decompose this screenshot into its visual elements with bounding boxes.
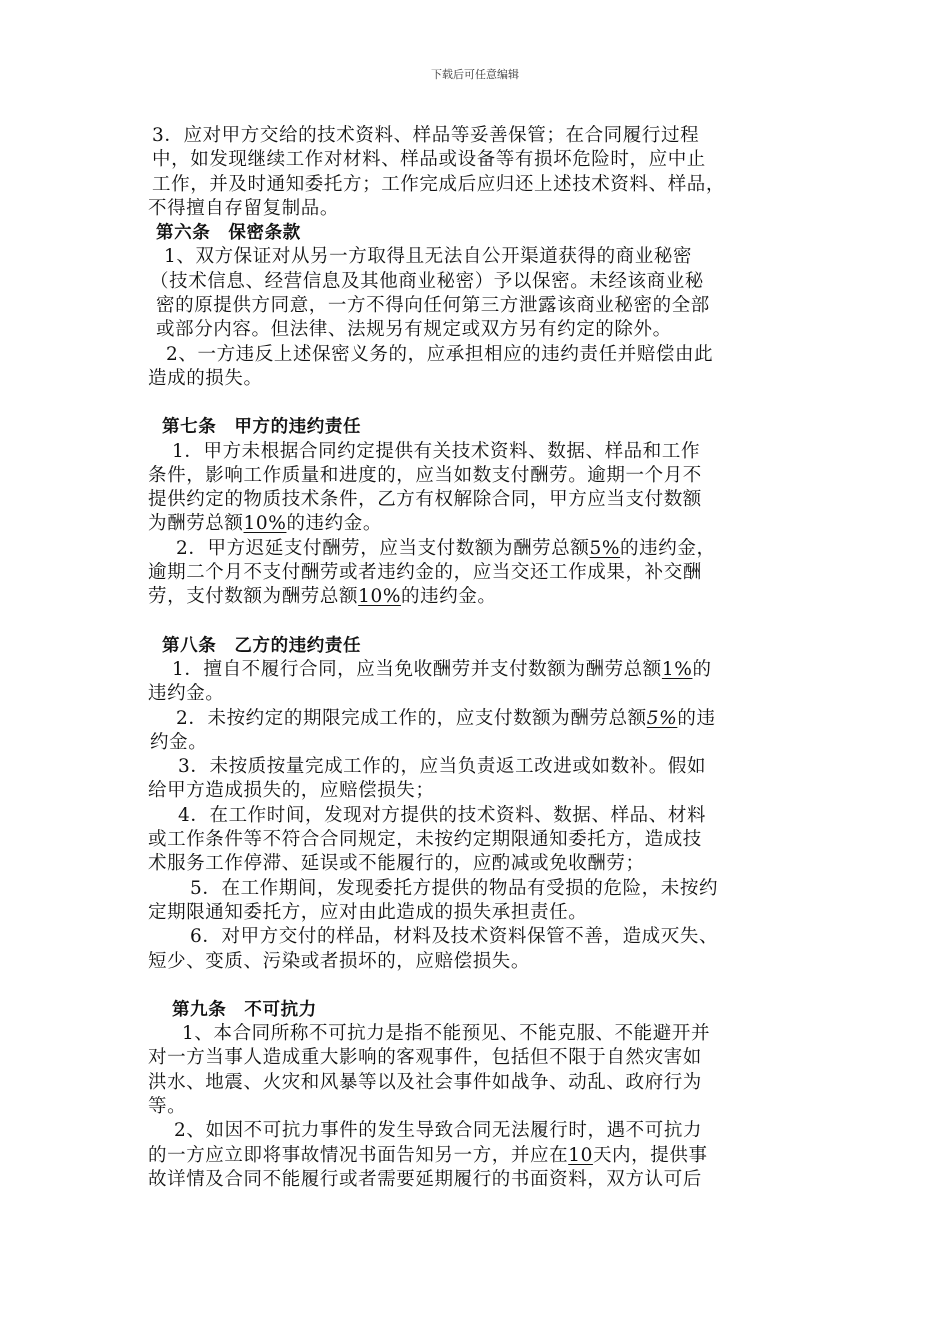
- paragraph-line: 1．甲方未根据合同约定提供有关技术资料、数据、样品和工作: [172, 440, 701, 462]
- paragraph-line: 故详情及合同不能履行或者需要延期履行的书面资料，双方认可后: [148, 1168, 702, 1190]
- underlined-value: 10: [568, 1144, 593, 1166]
- paragraph-line: 定期限通知委托方，应对由此造成的损失承担责任。: [148, 901, 588, 923]
- clause3-line: 3．应对甲方交给的技术资料、样品等妥善保管；在合同履行过程: [152, 125, 700, 146]
- paragraph-line: 对一方当事人造成重大影响的客观事件，包括但不限于自然灾害如: [148, 1047, 702, 1069]
- paragraph-line: 违约金。: [148, 683, 225, 705]
- paragraph-line: 或工作条件等不符合合同规定，未按约定期限通知委托方，造成技: [148, 829, 702, 851]
- paragraph-line: 条件，影响工作质量和进度的，应当如数支付酬劳。逾期一个月不: [148, 464, 702, 486]
- paragraph-line: 约金。: [150, 731, 208, 753]
- paragraph-line: 术服务工作停滞、延误或不能履行的，应酌减或免收酬劳；: [148, 853, 645, 875]
- paragraph-line: 劳，支付数额为酬劳总额10%的违约金。: [148, 586, 497, 608]
- paragraph-line: 4．在工作时间，发现对方提供的技术资料、数据、样品、材料: [178, 804, 707, 826]
- clause3-line: 中，如发现继续工作对材料、样品或设备等有损坏危险时，应中止: [152, 149, 706, 171]
- clause3-line: 工作，并及时通知委托方；工作完成后应归还上述技术资料、样品，: [152, 173, 726, 195]
- paragraph-line: 造成的损失。: [148, 367, 263, 389]
- watermark: 下载后可任意编辑: [431, 68, 519, 81]
- article9-heading: 第九条 不可抗力: [172, 999, 317, 1020]
- paragraph-line: 2．未按约定的期限完成工作的，应支付数额为酬劳总额5%的违: [176, 707, 716, 729]
- paragraph-line: 密的原提供方同意，一方不得向任何第三方泄露该商业秘密的全部: [156, 295, 710, 317]
- paragraph-line: 1、双方保证对从另一方取得且无法自公开渠道获得的商业秘密: [164, 246, 693, 268]
- underlined-value: 1%: [661, 658, 693, 680]
- paragraph-line: 5．在工作期间，发现委托方提供的物品有受损的危险，未按约: [190, 877, 719, 899]
- paragraph-line: 等。: [148, 1095, 187, 1117]
- paragraph-line: 逾期二个月不支付酬劳或者违约金的，应当交还工作成果，补交酬: [148, 562, 702, 584]
- underlined-value: 10%: [243, 513, 287, 535]
- paragraph-line: 短少、变质、污染或者损坏的，应赔偿损失。: [148, 950, 531, 972]
- article6-heading: 第六条 保密条款: [156, 223, 301, 244]
- article7-heading: 第七条 甲方的违约责任: [162, 417, 362, 438]
- paragraph-line: 2、如因不可抗力事件的发生导致合同无法履行时，遇不可抗力: [174, 1120, 703, 1142]
- clause3-line: 不得擅自存留复制品。: [148, 197, 340, 219]
- paragraph-line: 洪水、地震、火灾和风暴等以及社会事件如战争、动乱、政府行为: [148, 1071, 702, 1093]
- underlined-value: 5%: [646, 707, 678, 729]
- paragraph-line: 3．未按质按量完成工作的，应当负责返工改进或如数补。假如: [178, 756, 707, 778]
- paragraph-line: 2．甲方迟延支付酬劳，应当支付数额为酬劳总额5%的违约金，: [176, 537, 716, 559]
- paragraph-line: 给甲方造成损失的，应赔偿损失；: [148, 780, 435, 802]
- contract-body: [148, 124, 828, 1192]
- underlined-value: 10%: [358, 586, 402, 608]
- paragraph-line: 1．擅自不履行合同，应当免收酬劳并支付数额为酬劳总额1%的: [172, 658, 712, 680]
- paragraph-line: 1、本合同所称不可抗力是指不能预见、不能克服、不能避开并: [182, 1023, 711, 1045]
- underlined-value: 5%: [589, 537, 621, 559]
- article8-heading: 第八条 乙方的违约责任: [162, 635, 362, 656]
- paragraph-line: 的一方应立即将事故情况书面告知另一方，并应在10天内，提供事: [148, 1144, 708, 1166]
- paragraph-line: 或部分内容。但法律、法规另有规定或双方另有约定的除外。: [156, 319, 672, 341]
- paragraph-line: 2、一方违反上述保密义务的，应承担相应的违约责任并赔偿由此: [166, 343, 714, 365]
- paragraph-line: 为酬劳总额10%的违约金。: [148, 513, 382, 535]
- paragraph-line: （技术信息、经营信息及其他商业秘密）予以保密。未经该商业秘: [150, 270, 704, 292]
- paragraph-line: 6．对甲方交付的样品，材料及技术资料保管不善，造成灭失、: [190, 926, 719, 948]
- paragraph-line: 提供约定的物质技术条件，乙方有权解除合同，甲方应当支付数额: [148, 489, 702, 511]
